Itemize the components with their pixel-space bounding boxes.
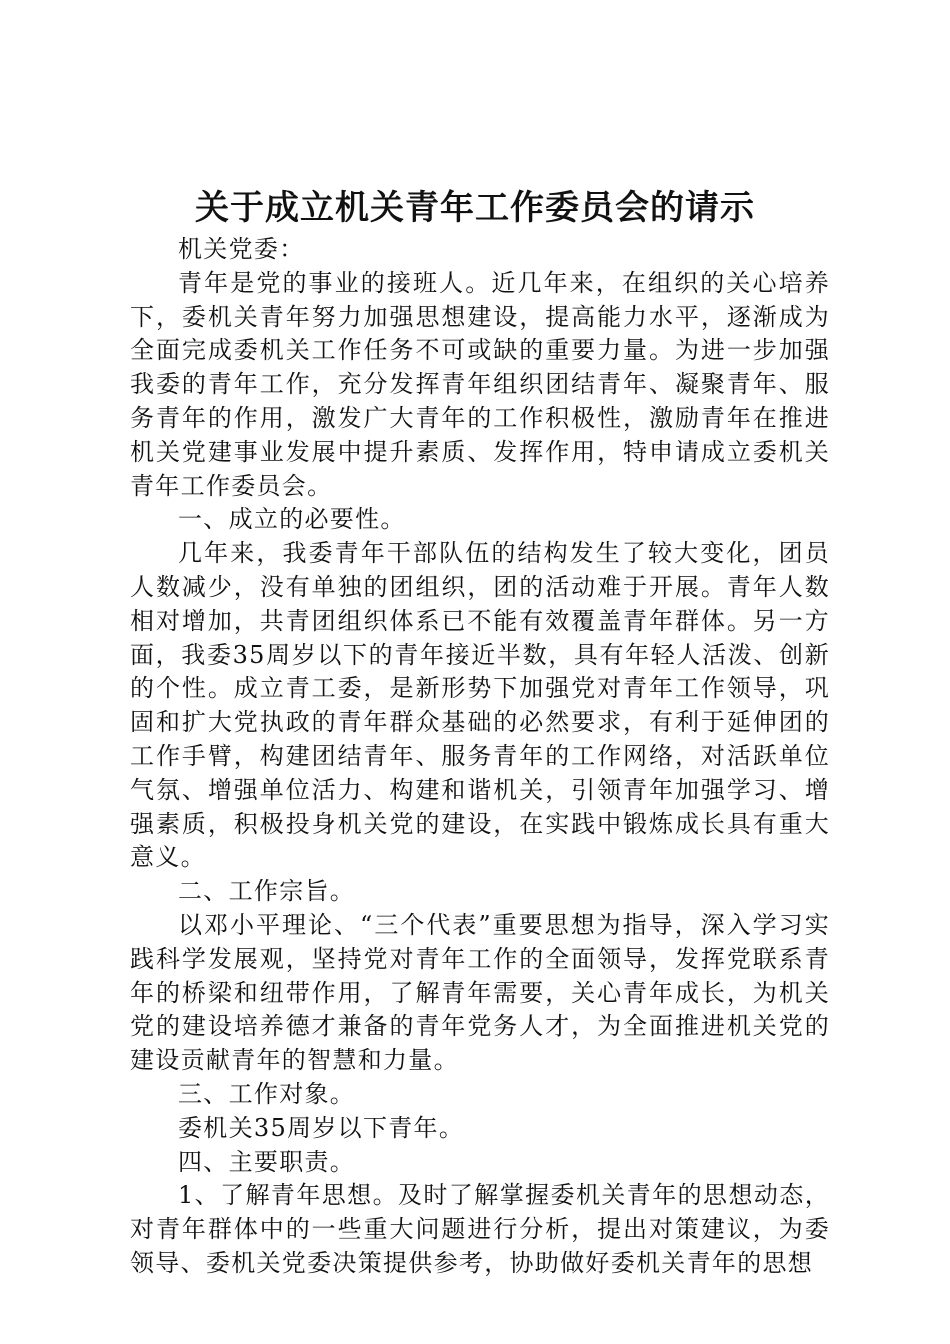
necessity-paragraph: 几年来，我委青年干部队伍的结构发生了较大变化，团员人数减少，没有单独的团组织，团的活动难于开展。青年人数相对增加，共青团组织体系已不能有效覆盖青年群体。另一方面，我委35周岁以下的青年接近半数，具有年轻人活泼、创新的个性。成立青工委，是新形势下加强党对青年工作领导，巩固和扩大党执政的青年群众基础的必然要求，有利于延伸团的工作手臂，构建团结青年、服务青年的工作网络，对活跃单位气氛、增强单位活力、构建和谐机关，引领青年加强学习、增强素质，积极投身机关党的建设，在实践中锻炼成长具有重大意义。 xyxy=(130,539,830,872)
section-heading-purpose: 二、工作宗旨。 xyxy=(178,877,356,906)
target-paragraph: 委机关35周岁以下青年。 xyxy=(178,1113,465,1142)
document-body xyxy=(130,233,830,1281)
purpose-paragraph: 以邓小平理论、“三个代表”重要思想为指导，深入学习实践科学发展观，坚持党对青年工作的全面领导，发挥党联系青年的桥梁和纽带作用，了解青年需要，关心青年成长，为机关党的建设培养德才兼备的青年党务人才，为全面推进机关党的建设贡献青年的智慧和力量。 xyxy=(130,910,830,1075)
salutation: 机关党委： xyxy=(178,235,305,263)
duties-paragraph-1: 1、了解青年思想。及时了解掌握委机关青年的思想动态，对青年群体中的一些重大问题进行分析，提出对策建议，为委领导、委机关党委决策提供参考，协助做好委机关青年的思想 xyxy=(130,1181,830,1277)
section-heading-necessity: 一、成立的必要性。 xyxy=(178,505,406,534)
section-heading-target: 三、工作对象。 xyxy=(178,1079,356,1108)
intro-paragraph: 青年是党的事业的接班人。近几年来，在组织的关心培养下，委机关青年努力加强思想建设，提高能力水平，逐渐成为全面完成委机关工作任务不可或缺的重要力量。为进一步加强我委的青年工作，充分发挥青年组织团结青年、凝聚青年、服务青年的作用，激发广大青年的工作积极性，激励青年在推进机关党建事业发展中提升素质、发挥作用，特申请成立委机关青年工作委员会。 xyxy=(130,268,830,500)
section-heading-duties: 四、主要职责。 xyxy=(178,1147,356,1176)
document-title: 关于成立机关青年工作委员会的请示 xyxy=(195,188,755,228)
